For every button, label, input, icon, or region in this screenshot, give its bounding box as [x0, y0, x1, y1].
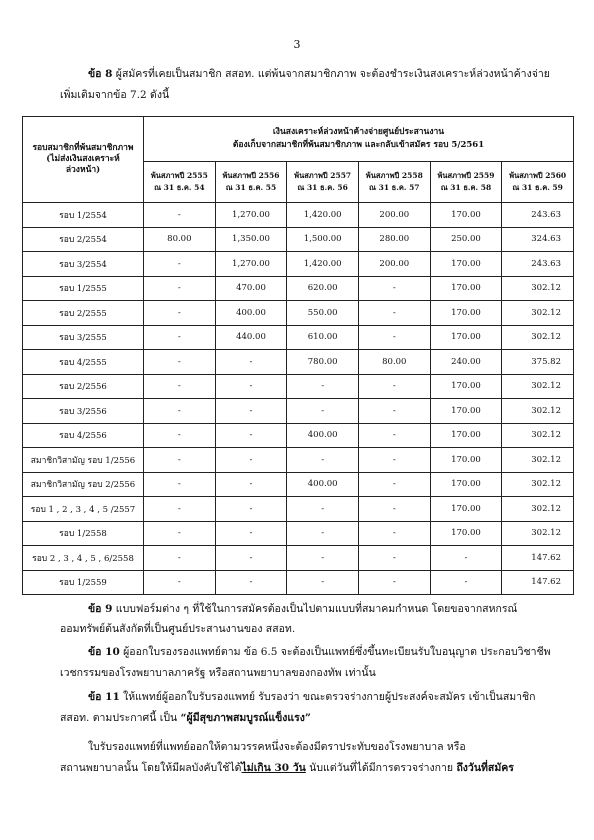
- clause-10-number: ข้อ 10: [88, 646, 120, 658]
- amount-cell: 170.00: [430, 203, 502, 228]
- amount-cell: -: [358, 423, 430, 448]
- table-row: [23, 570, 574, 595]
- table-row: [23, 301, 574, 326]
- amount-cell: -: [144, 521, 216, 546]
- amount-cell: -: [430, 570, 502, 595]
- clause-8-line-1: [88, 67, 558, 81]
- clause-9-number: ข้อ 9: [88, 603, 113, 615]
- round-cell: รอบ 2/2554: [23, 227, 144, 252]
- amount-cell: 302.12: [502, 276, 574, 301]
- amount-cell: -: [144, 276, 216, 301]
- clause-11-text-1: ให้แพทย์ผู้ออกใบรับรองแพทย์ รับรองว่า ขณะตรวจร่างกายผู้ประสงค์จะสมัคร เข้าเป็นสมาชิก: [123, 691, 536, 703]
- clause-8-text-1: ผู้สมัครที่เคยเป็นสมาชิก สสอท. แต่พ้นจากสมาชิกภาพ จะต้องชำระเงินสงเคราะห์ล่วงหน้าค้างจ่าย: [115, 68, 550, 80]
- amount-cell: -: [215, 497, 287, 522]
- amount-cell: 147.62: [502, 546, 574, 571]
- year-header-date: ณ 31 ธ.ค. 58: [440, 183, 492, 192]
- amount-cell: -: [215, 374, 287, 399]
- arrears-fee-table: [22, 116, 574, 595]
- amount-cell: 302.12: [502, 497, 574, 522]
- amount-cell: -: [215, 448, 287, 473]
- amount-cell: 440.00: [215, 325, 287, 350]
- year-header-date: ณ 31 ธ.ค. 55: [225, 183, 277, 192]
- amount-cell: 170.00: [430, 399, 502, 424]
- amount-cell: 324.63: [502, 227, 574, 252]
- table-row: [23, 399, 574, 424]
- amount-cell: -: [287, 399, 359, 424]
- amount-cell: 1,270.00: [215, 203, 287, 228]
- table-row: [23, 546, 574, 571]
- amount-cell: -: [358, 276, 430, 301]
- round-cell: รอบ 1/2559: [23, 570, 144, 595]
- year-header-date: ณ 31 ธ.ค. 57: [369, 183, 420, 192]
- clause-11-number: ข้อ 11: [88, 691, 120, 703]
- amount-cell: -: [144, 472, 216, 497]
- closing-text-2d: ถึงวันที่สมัคร: [456, 762, 514, 774]
- amount-cell: -: [358, 521, 430, 546]
- round-cell: รอบ 3/2555: [23, 325, 144, 350]
- amount-cell: 170.00: [430, 497, 502, 522]
- amount-cell: 302.12: [502, 472, 574, 497]
- amount-cell: -: [358, 301, 430, 326]
- table-row: [23, 252, 574, 277]
- year-column-header: [502, 162, 574, 203]
- clause-10-line-2: เวชกรรมของโรงพยาบาลภาครัฐ หรือสถานพยาบาลของกองทัพ เท่านั้น: [60, 667, 376, 679]
- amount-cell: -: [144, 497, 216, 522]
- amount-cell: 243.63: [502, 203, 574, 228]
- round-cell: รอบ 4/2555: [23, 350, 144, 375]
- closing-text-2a: สถานพยาบาลนั้น โดยให้มีผลบังคับใช้ได้: [60, 762, 242, 774]
- amount-cell: 250.00: [430, 227, 502, 252]
- table-row: [23, 423, 574, 448]
- round-cell: รอบ 2/2555: [23, 301, 144, 326]
- amount-cell: -: [287, 521, 359, 546]
- year-header-line: พ้นสภาพปี 2557: [294, 171, 352, 180]
- clause-9-text-1: แบบฟอร์มต่าง ๆ ที่ใช้ในการสมัครต้องเป็นไปตามแบบที่สมาคมกำหนด โดยขอจากสหกรณ์: [115, 603, 518, 615]
- year-header-date: ณ 31 ธ.ค. 59: [512, 183, 563, 192]
- round-cell: รอบ 2/2556: [23, 374, 144, 399]
- amount-cell: -: [215, 472, 287, 497]
- amount-cell: -: [287, 570, 359, 595]
- amount-cell: 400.00: [215, 301, 287, 326]
- year-column-header: [287, 162, 359, 203]
- year-header-line: พ้นสภาพปี 2560: [509, 171, 567, 180]
- amount-cell: -: [358, 472, 430, 497]
- amount-cell: 302.12: [502, 423, 574, 448]
- amount-cell: 400.00: [287, 472, 359, 497]
- amount-cell: 780.00: [287, 350, 359, 375]
- amount-cell: 302.12: [502, 325, 574, 350]
- year-column-header: [215, 162, 287, 203]
- round-cell: รอบ 1/2558: [23, 521, 144, 546]
- amount-cell: 375.82: [502, 350, 574, 375]
- year-header-line: พ้นสภาพปี 2555: [150, 171, 208, 180]
- amount-cell: -: [215, 350, 287, 375]
- amount-cell: -: [287, 374, 359, 399]
- amount-cell: 243.63: [502, 252, 574, 277]
- amount-cell: 170.00: [430, 448, 502, 473]
- amount-cell: -: [144, 350, 216, 375]
- round-cell: สมาชิกวิสามัญ รอบ 2/2556: [23, 472, 144, 497]
- round-cell: รอบ 1 , 2 , 3 , 4 , 5 /2557: [23, 497, 144, 522]
- amount-cell: 302.12: [502, 374, 574, 399]
- table-row: [23, 448, 574, 473]
- amount-cell: -: [144, 399, 216, 424]
- page-number: 3: [293, 38, 301, 51]
- amount-cell: -: [144, 301, 216, 326]
- amount-cell: -: [287, 497, 359, 522]
- amount-cell: 147.62: [502, 570, 574, 595]
- amount-cell: -: [358, 325, 430, 350]
- table-row: [23, 325, 574, 350]
- amount-cell: 200.00: [358, 252, 430, 277]
- amount-cell: -: [358, 546, 430, 571]
- amount-cell: 470.00: [215, 276, 287, 301]
- amount-cell: 1,420.00: [287, 252, 359, 277]
- table-row: [23, 521, 574, 546]
- amount-cell: 302.12: [502, 521, 574, 546]
- clause-10-text-1: ผู้ออกใบรองรองแพทย์ตาม ข้อ 6.5 จะต้องเป็นแพทย์ซึ่งขึ้นทะเบียนรับใบอนุญาต ประกอบวิชาชีพ: [123, 646, 551, 658]
- round-header-line: ล่วงหน้า): [65, 165, 101, 175]
- round-cell: รอบ 1/2554: [23, 203, 144, 228]
- amount-cell: -: [358, 374, 430, 399]
- amount-cell: 400.00: [287, 423, 359, 448]
- table-row: [23, 203, 574, 228]
- amount-cell: -: [358, 497, 430, 522]
- round-cell: รอบ 1/2555: [23, 276, 144, 301]
- year-header-date: ณ 31 ธ.ค. 54: [154, 183, 205, 192]
- group-header-line: เงินสงเคราะห์ล่วงหน้าค้างจ่ายศูนย์ประสานงาน: [272, 127, 445, 137]
- amount-cell: -: [430, 546, 502, 571]
- amount-cell: -: [358, 399, 430, 424]
- round-header-line: รอบสมาชิกที่พ้นสมาชิกภาพ: [32, 143, 134, 153]
- amount-cell: 610.00: [287, 325, 359, 350]
- clause-9-line-1: [88, 602, 568, 616]
- amount-cell: 170.00: [430, 276, 502, 301]
- clause-8-number: ข้อ 8: [88, 68, 113, 80]
- table-row: [23, 472, 574, 497]
- year-header-date: ณ 31 ธ.ค. 56: [297, 183, 348, 192]
- closing-30-days: ไม่เกิน 30 วัน: [241, 762, 306, 774]
- amount-cell: 170.00: [430, 374, 502, 399]
- table-body: [23, 203, 574, 595]
- closing-line-2: [60, 761, 560, 775]
- year-column-header: [358, 162, 430, 203]
- group-column-header: [144, 117, 574, 162]
- clause-8-line-2: เพิ่มเติมจากข้อ 7.2 ดังนี้: [60, 89, 170, 101]
- amount-cell: -: [144, 252, 216, 277]
- group-header-line: ต้องเก็บจากสมาชิกที่พ้นสมาชิกภาพ และกลับเข้าสมัคร รอบ 5/2561: [232, 140, 485, 150]
- year-column-header: [144, 162, 216, 203]
- table-row: [23, 374, 574, 399]
- amount-cell: 1,420.00: [287, 203, 359, 228]
- amount-cell: 302.12: [502, 399, 574, 424]
- round-column-header: [23, 117, 144, 203]
- amount-cell: -: [215, 570, 287, 595]
- clause-9-line-2: ออมทรัพย์ต้นสังกัดที่เป็นศูนย์ประสานงานของ สสอท.: [60, 623, 296, 635]
- table-row: [23, 497, 574, 522]
- amount-cell: 80.00: [358, 350, 430, 375]
- clause-11-healthy-term: “ผู้มีสุขภาพสมบูรณ์แข็งแรง”: [180, 712, 311, 724]
- amount-cell: -: [144, 423, 216, 448]
- round-cell: รอบ 2 , 3 , 4 , 5 , 6/2558: [23, 546, 144, 571]
- amount-cell: -: [144, 546, 216, 571]
- amount-cell: -: [144, 325, 216, 350]
- amount-cell: -: [144, 374, 216, 399]
- clause-11-text-2a: สสอท. ตามประกาศนี้ เป็น: [60, 712, 178, 724]
- amount-cell: 170.00: [430, 472, 502, 497]
- amount-cell: -: [287, 546, 359, 571]
- table-row: [23, 350, 574, 375]
- table-header-row: [23, 117, 574, 162]
- round-cell: สมาชิกวิสามัญ รอบ 1/2556: [23, 448, 144, 473]
- amount-cell: 200.00: [358, 203, 430, 228]
- round-cell: รอบ 3/2554: [23, 252, 144, 277]
- amount-cell: 1,500.00: [287, 227, 359, 252]
- year-header-line: พ้นสภาพปี 2556: [222, 171, 280, 180]
- amount-cell: 170.00: [430, 325, 502, 350]
- amount-cell: 170.00: [430, 301, 502, 326]
- amount-cell: 170.00: [430, 521, 502, 546]
- amount-cell: -: [358, 448, 430, 473]
- year-header-line: พ้นสภาพปี 2559: [437, 171, 495, 180]
- table-row: [23, 276, 574, 301]
- amount-cell: 1,270.00: [215, 252, 287, 277]
- year-column-header: [430, 162, 502, 203]
- amount-cell: 302.12: [502, 301, 574, 326]
- amount-cell: -: [215, 423, 287, 448]
- amount-cell: 80.00: [144, 227, 216, 252]
- amount-cell: -: [358, 570, 430, 595]
- amount-cell: 620.00: [287, 276, 359, 301]
- clause-10-line-1: [88, 645, 568, 659]
- amount-cell: -: [215, 546, 287, 571]
- amount-cell: -: [215, 399, 287, 424]
- amount-cell: 302.12: [502, 448, 574, 473]
- amount-cell: 170.00: [430, 423, 502, 448]
- amount-cell: -: [144, 203, 216, 228]
- amount-cell: -: [144, 570, 216, 595]
- clause-11-line-1: [88, 690, 568, 704]
- amount-cell: -: [287, 448, 359, 473]
- year-header-line: พ้นสภาพปี 2558: [365, 171, 423, 180]
- amount-cell: -: [215, 521, 287, 546]
- table-row: [23, 227, 574, 252]
- amount-cell: -: [144, 448, 216, 473]
- round-cell: รอบ 3/2556: [23, 399, 144, 424]
- amount-cell: 280.00: [358, 227, 430, 252]
- amount-cell: 1,350.00: [215, 227, 287, 252]
- amount-cell: 550.00: [287, 301, 359, 326]
- clause-11-line-2: [60, 711, 560, 725]
- closing-line-1: ใบรับรองแพทย์ที่แพทย์ออกให้ตามวรรคหนึ่งจะต้องมีตราประทับของโรงพยาบาล หรือ: [88, 741, 466, 753]
- round-cell: รอบ 4/2556: [23, 423, 144, 448]
- round-header-line: (ไม่ส่งเงินสงเคราะห์: [46, 154, 120, 164]
- closing-text-2c: นับแต่วันที่ได้มีการตรวจร่างกาย: [309, 762, 454, 774]
- amount-cell: 170.00: [430, 252, 502, 277]
- amount-cell: 240.00: [430, 350, 502, 375]
